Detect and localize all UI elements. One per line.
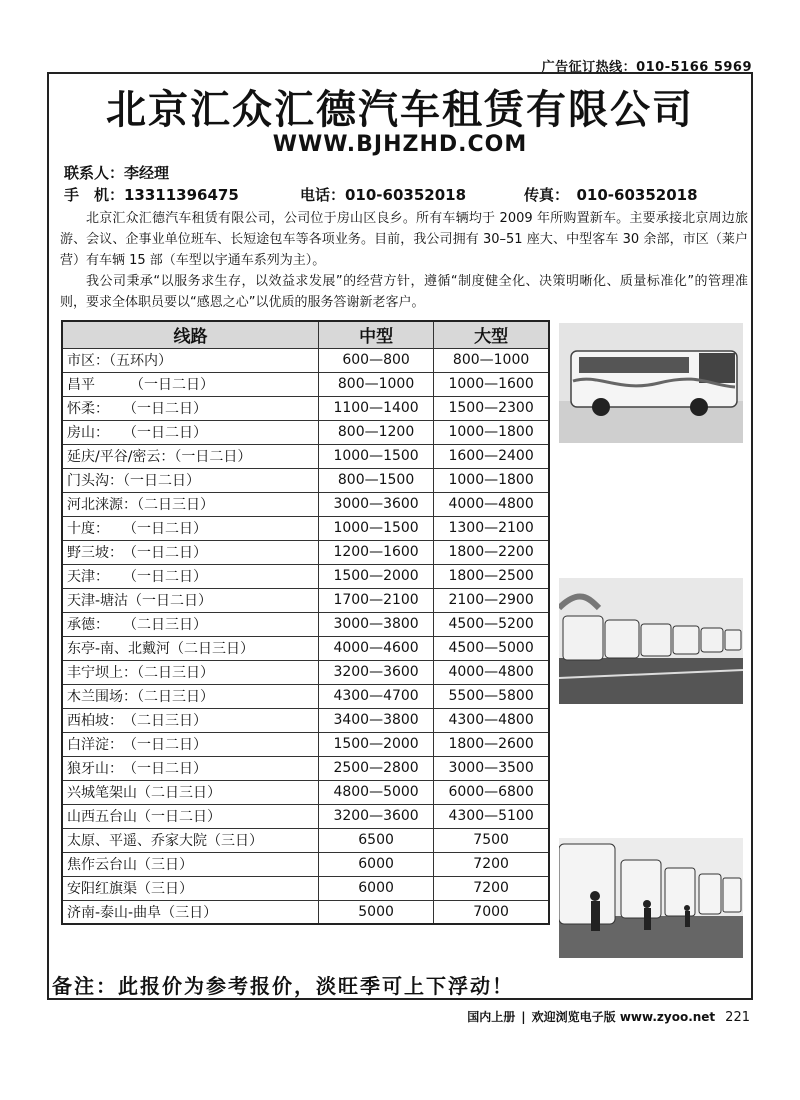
- company-intro: [60, 208, 748, 313]
- page-number: 221: [725, 1010, 750, 1025]
- table-row: [62, 852, 549, 876]
- table-row: [62, 492, 549, 516]
- cell-big: 4500—5000: [434, 636, 549, 660]
- cell-route: 山西五台山（一日二日）: [62, 804, 318, 828]
- cell-route: 太原、平遥、乔家大院（三日）: [62, 828, 318, 852]
- cell-mid: 4000—4600: [318, 636, 433, 660]
- table-row: [62, 636, 549, 660]
- page-footer: 国内上册 | 欢迎浏览电子版 www.zyoo.net 221: [467, 1010, 750, 1025]
- table-row: [62, 708, 549, 732]
- table-row: [62, 588, 549, 612]
- cell-route: 木兰围场：（二日三日）: [62, 684, 318, 708]
- bus-photo-1: [559, 323, 743, 443]
- cell-big: 1800—2200: [434, 540, 549, 564]
- price-table-header: [62, 321, 549, 348]
- footer-browse[interactable]: 欢迎浏览电子版 www.zyoo.net: [531, 1010, 716, 1024]
- cell-big: 1000—1800: [434, 420, 549, 444]
- cell-big: 7000: [434, 900, 549, 924]
- cell-mid: 1200—1600: [318, 540, 433, 564]
- table-row: [62, 564, 549, 588]
- header-mid: 中型: [318, 321, 433, 348]
- table-row: [62, 612, 549, 636]
- cell-route: 野三坡： （一日二日）: [62, 540, 318, 564]
- price-table: [61, 320, 550, 925]
- cell-big: 1600—2400: [434, 444, 549, 468]
- table-row: [62, 540, 549, 564]
- cell-route: 延庆/平谷/密云：（一日二日）: [62, 444, 318, 468]
- cell-mid: 3400—3800: [318, 708, 433, 732]
- table-row: [62, 684, 549, 708]
- cell-mid: 3200—3600: [318, 804, 433, 828]
- cell-route: 狼牙山： （一日二日）: [62, 756, 318, 780]
- table-row: [62, 468, 549, 492]
- table-row: [62, 396, 549, 420]
- table-row: [62, 732, 549, 756]
- cell-big: 800—1000: [434, 348, 549, 372]
- cell-route: 市区：（五环内）: [62, 348, 318, 372]
- header-big: 大型: [434, 321, 549, 348]
- mobile-number: 手 机：13311396475: [64, 186, 239, 204]
- table-row: [62, 660, 549, 684]
- cell-mid: 1100—1400: [318, 396, 433, 420]
- table-row: [62, 900, 549, 924]
- website-url[interactable]: WWW.BJHZHD.COM: [272, 132, 528, 157]
- cell-mid: 600—800: [318, 348, 433, 372]
- cell-mid: 1000—1500: [318, 444, 433, 468]
- cell-mid: 6500: [318, 828, 433, 852]
- cell-mid: 3200—3600: [318, 660, 433, 684]
- table-row: [62, 876, 549, 900]
- bus-fleet-image: [559, 578, 743, 704]
- cell-big: 3000—3500: [434, 756, 549, 780]
- cell-route: 十度： （一日二日）: [62, 516, 318, 540]
- ad-hotline: 广告征订热线：010-5166 5969: [541, 60, 752, 75]
- intro-paragraph-2: 我公司秉承“以服务求生存，以效益求发展”的经营方针，遵循“制度健全化、决策明晰化、质量标准化”的管理准则，要求全体职员要以“感恩之心”以优质的服务答谢新老客户。: [60, 274, 748, 310]
- cell-mid: 1500—2000: [318, 564, 433, 588]
- cell-mid: 3000—3600: [318, 492, 433, 516]
- cell-mid: 1000—1500: [318, 516, 433, 540]
- table-row: [62, 756, 549, 780]
- cell-big: 1500—2300: [434, 396, 549, 420]
- cell-big: 7200: [434, 852, 549, 876]
- table-row: [62, 828, 549, 852]
- company-name: 北京汇众汇德汽车租赁有限公司: [106, 87, 694, 133]
- cell-big: 1800—2500: [434, 564, 549, 588]
- cell-mid: 800—1200: [318, 420, 433, 444]
- cell-mid: 1700—2100: [318, 588, 433, 612]
- cell-big: 7200: [434, 876, 549, 900]
- bus-photo-3: [559, 838, 743, 958]
- cell-big: 1000—1600: [434, 372, 549, 396]
- table-row: [62, 804, 549, 828]
- cell-big: 6000—6800: [434, 780, 549, 804]
- cell-mid: 4800—5000: [318, 780, 433, 804]
- cell-mid: 6000: [318, 852, 433, 876]
- cell-route: 门头沟：（一日二日）: [62, 468, 318, 492]
- bus-side-image: [559, 323, 743, 443]
- cell-mid: 1500—2000: [318, 732, 433, 756]
- cell-big: 4300—4800: [434, 708, 549, 732]
- cell-route: 济南-泰山-曲阜（三日）: [62, 900, 318, 924]
- bus-staff-image: [559, 838, 743, 958]
- table-row: [62, 420, 549, 444]
- cell-route: 东亭-南、北戴河（二日三日）: [62, 636, 318, 660]
- cell-route: 白洋淀： （一日二日）: [62, 732, 318, 756]
- intro-paragraph-1: 北京汇众汇德汽车租赁有限公司，公司位于房山区良乡。所有车辆均于 2009 年所购置新车。主要承接北京周边旅游、会议、企事业单位班车、长短途包车等各项业务。目前，我公司拥有 30–51 座大、中型客车 30 余部，市区（莱户营）有车辆 15 部（车型以宇通车系列为主）。: [60, 211, 748, 268]
- table-row: [62, 372, 549, 396]
- cell-big: 4500—5200: [434, 612, 549, 636]
- cell-big: 4000—4800: [434, 492, 549, 516]
- cell-route: 昌平 （一日二日）: [62, 372, 318, 396]
- bus-photo-2: [559, 578, 743, 704]
- cell-big: 2100—2900: [434, 588, 549, 612]
- cell-big: 5500—5800: [434, 684, 549, 708]
- cell-big: 1300—2100: [434, 516, 549, 540]
- cell-route: 河北涞源：（二日三日）: [62, 492, 318, 516]
- header-route: 线路: [62, 321, 318, 348]
- table-row: [62, 516, 549, 540]
- table-row: [62, 780, 549, 804]
- cell-route: 安阳红旗渠（三日）: [62, 876, 318, 900]
- cell-route: 兴城笔架山（二日三日）: [62, 780, 318, 804]
- cell-route: 房山： （一日二日）: [62, 420, 318, 444]
- phone-number: 电话：010-60352018: [300, 186, 467, 204]
- cell-route: 怀柔： （一日二日）: [62, 396, 318, 420]
- cell-big: 1800—2600: [434, 732, 549, 756]
- cell-mid: 800—1000: [318, 372, 433, 396]
- table-row: [62, 348, 549, 372]
- cell-route: 天津： （一日二日）: [62, 564, 318, 588]
- cell-route: 承德： （二日三日）: [62, 612, 318, 636]
- cell-big: 1000—1800: [434, 468, 549, 492]
- cell-mid: 3000—3800: [318, 612, 433, 636]
- cell-route: 西柏坡： （二日三日）: [62, 708, 318, 732]
- cell-big: 4000—4800: [434, 660, 549, 684]
- footer-book: 国内上册: [467, 1010, 516, 1024]
- table-row: [62, 444, 549, 468]
- price-note: 备注：此报价为参考报价，淡旺季可上下浮动！: [52, 974, 514, 998]
- fax-number: 传真： 010-60352018: [524, 186, 698, 204]
- cell-big: 4300—5100: [434, 804, 549, 828]
- cell-route: 焦作云台山（三日）: [62, 852, 318, 876]
- cell-mid: 800—1500: [318, 468, 433, 492]
- cell-mid: 5000: [318, 900, 433, 924]
- cell-route: 丰宁坝上：（二日三日）: [62, 660, 318, 684]
- cell-big: 7500: [434, 828, 549, 852]
- cell-route: 天津-塘沽（一日二日）: [62, 588, 318, 612]
- cell-mid: 6000: [318, 876, 433, 900]
- contact-person: 联系人：李经理: [64, 164, 170, 182]
- cell-mid: 2500—2800: [318, 756, 433, 780]
- cell-mid: 4300—4700: [318, 684, 433, 708]
